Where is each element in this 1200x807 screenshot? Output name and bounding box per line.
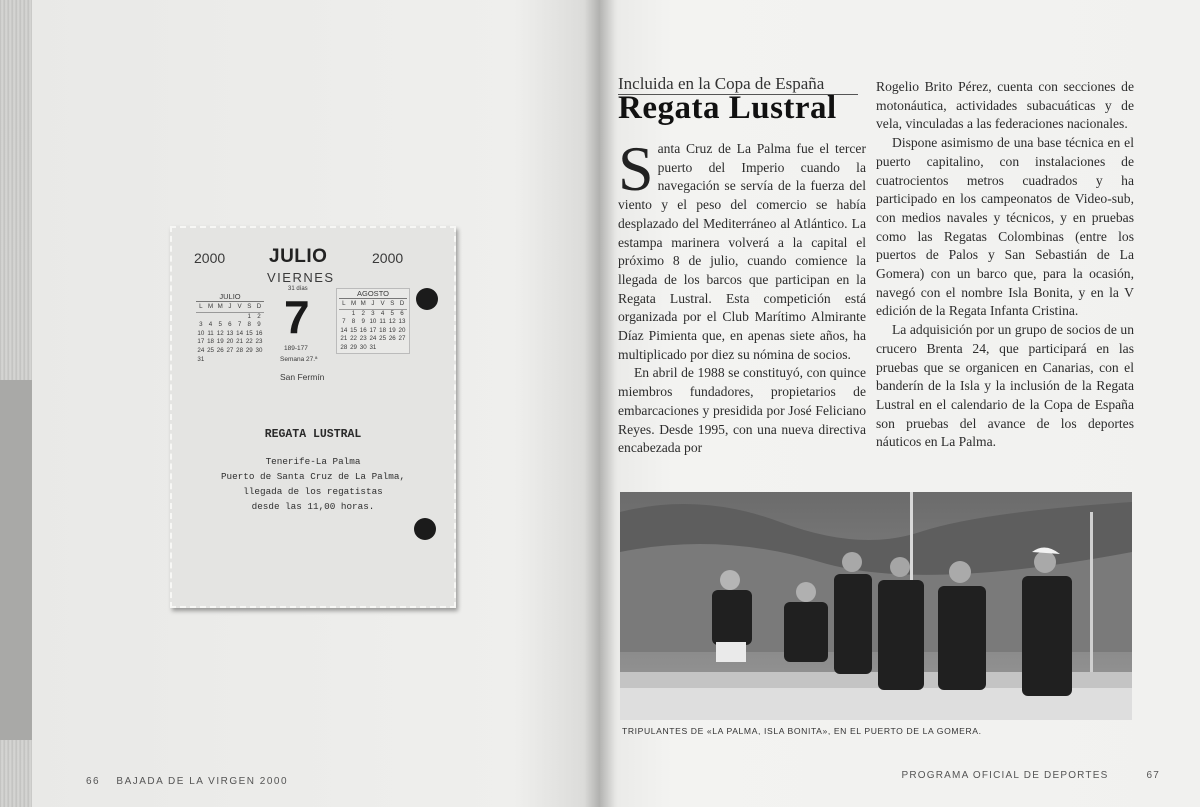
article-paragraph: Dispone asimismo de una base técnica en el puerto capitalino, con instalaciones de cuatrocientos metros cuadrados y ha participado en los campeonatos de Video-sub, con medios navales y técnicos, y en pruebas como las Regatas Colombinas (entre los puertos de Palos y San Sebastián de La Gomera) con un barco que, para la ocasión, navegó con el nombre Isla Bonita, y en la V edición de la Regata Infanta Cristina.	[876, 135, 1134, 319]
weekday-initial: J	[371, 300, 375, 307]
mini-calendar-week	[196, 347, 264, 356]
mini-calendar-week	[196, 330, 264, 339]
mini-calendar-day: 31	[197, 355, 205, 363]
mini-calendar-day: 4	[208, 321, 213, 329]
weekday-initial: J	[228, 303, 232, 310]
mini-calendar-day: 27	[398, 335, 406, 343]
mini-calendar-week	[339, 310, 407, 319]
mini-calendar-day: 27	[226, 346, 234, 354]
weekday-initial: D	[256, 303, 262, 310]
page-edges-shadow	[0, 380, 32, 740]
weekday-initial: L	[342, 300, 346, 307]
mini-calendar-day	[235, 313, 245, 322]
article-kicker: Incluida en la Copa de España	[618, 74, 858, 95]
mini-calendar-day: 11	[379, 318, 386, 326]
mini-calendar-day: 28	[340, 343, 348, 351]
calendar-day-number: 7	[284, 291, 310, 343]
mini-calendar-title: AGOSTO	[339, 289, 407, 299]
mini-calendar-day: 18	[379, 326, 387, 334]
mini-calendar-day: 11	[207, 329, 214, 337]
mini-calendar-day: 2	[257, 312, 261, 320]
mini-calendar-day	[378, 344, 388, 353]
mini-calendar-day: 7	[342, 318, 346, 326]
mini-calendar-day: 1	[351, 309, 356, 317]
mini-calendar-day: 3	[199, 321, 203, 329]
mini-calendar-title: JULIO	[196, 292, 264, 302]
mini-calendar-day: 2	[361, 309, 365, 317]
calendar-note-line: Tenerife-La Palma	[265, 456, 361, 467]
mini-calendar-day: 15	[350, 326, 357, 334]
mini-calendar-day: 10	[197, 329, 205, 337]
mini-calendar-day: 18	[207, 338, 214, 346]
calendar-month: JULIO	[269, 246, 328, 267]
mini-calendar-day: 14	[236, 329, 244, 337]
calendar-saint: San Fermín	[280, 372, 325, 382]
mini-calendar-day	[206, 313, 216, 322]
mini-calendar-day: 6	[228, 321, 232, 329]
mini-calendar-day	[225, 313, 235, 322]
mini-calendar-day	[339, 310, 349, 319]
weekday-initial: V	[380, 300, 385, 307]
mini-calendar-week	[339, 327, 407, 336]
mini-calendar-day: 24	[369, 335, 377, 343]
running-head-right: PROGRAMA OFICIAL DE DEPORTES	[901, 770, 1109, 781]
weekday-initial: M	[360, 300, 366, 307]
mini-calendar-day: 19	[216, 338, 224, 346]
mini-calendar-day	[235, 356, 245, 365]
mini-calendar-header	[196, 303, 264, 313]
mini-calendar-day: 5	[218, 321, 222, 329]
mini-calendar-day: 3	[371, 309, 375, 317]
mini-calendar-day: 22	[245, 338, 253, 346]
mini-calendar-week	[196, 313, 264, 322]
mini-calendar-day: 9	[257, 321, 261, 329]
paragraph-text: anta Cruz de La Palma fue el tercer puerto del Imperio cuando la navegación se servía de la fuerza del viento y el peso del comercio se había desplazado del Mediterráneo al Atlántico. La estampa marinera volverá a la capital el próximo 8 de julio, cuando comience la llegada de los barcos que participan en la Regata Lustral. Esta competición está organizada por el Club Marítimo Almirante Díaz Pimienta que, en apenas siete años, ha multiplicado por diez su nómina de socios.	[618, 141, 866, 362]
mini-calendar-day	[244, 356, 254, 365]
mini-calendar-day: 6	[400, 309, 404, 317]
calendar-year-left: 2000	[194, 250, 226, 266]
mini-calendar-day: 4	[380, 309, 385, 317]
mini-calendar-day: 15	[245, 329, 253, 337]
mini-calendar-day: 30	[255, 346, 263, 354]
mini-calendar-day: 31	[369, 343, 377, 351]
mini-calendar-day: 25	[379, 335, 387, 343]
mini-calendar-day	[215, 313, 225, 322]
mini-calendar-day	[225, 356, 235, 365]
mini-calendar-day: 24	[197, 346, 205, 354]
photo-caption: TRIPULANTES DE «LA PALMA, ISLA BONITA», EN EL PUERTO DE LA GOMERA.	[622, 726, 982, 736]
mini-calendar-day: 30	[359, 343, 367, 351]
page-number-right: 67	[1146, 770, 1160, 781]
punch-hole	[416, 288, 438, 310]
article-column-1	[618, 133, 866, 458]
weekday-initial: D	[399, 300, 405, 307]
gutter	[585, 0, 615, 807]
mini-calendar-july	[196, 292, 264, 364]
mini-calendar-day: 29	[350, 343, 357, 351]
mini-calendar-day	[387, 344, 397, 353]
mini-calendar-week	[196, 356, 264, 365]
mini-calendar-day: 17	[369, 326, 377, 334]
mini-calendar-august	[336, 288, 410, 354]
calendar-sheet	[170, 226, 456, 608]
mini-calendar-day: 17	[197, 338, 205, 346]
weekday-initial: S	[390, 300, 395, 307]
mini-calendar-day	[397, 344, 407, 353]
mini-calendar-day: 23	[359, 335, 367, 343]
calendar-day-count: 189-177	[284, 345, 308, 352]
mini-calendar-day	[254, 356, 264, 365]
crew-photo	[620, 492, 1132, 720]
weekday-initial: M	[217, 303, 223, 310]
calendar-year-right: 2000	[372, 250, 404, 266]
mini-calendar-day: 5	[390, 309, 394, 317]
mini-calendar-day	[196, 313, 206, 322]
mini-calendar-day: 19	[388, 326, 396, 334]
calendar-note-title: REGATA LUSTRAL	[264, 428, 362, 441]
mini-calendar-day: 7	[237, 321, 242, 329]
mini-calendar-day	[215, 356, 225, 365]
mini-calendar-header	[339, 300, 407, 310]
weekday-initial: M	[207, 303, 214, 310]
mini-calendar-day: 1	[247, 312, 251, 320]
mini-calendar-day: 22	[350, 335, 357, 343]
mini-calendar-week	[339, 335, 407, 344]
mini-calendar-day: 25	[207, 346, 214, 354]
article-paragraph: Rogelio Brito Pérez, cuenta con secciones de motonáutica, actividades subacuáticas y de vela, vinculadas a las federaciones nacionales.	[876, 79, 1134, 132]
mini-calendar-week	[339, 318, 407, 327]
article-paragraph: La adquisición por un grupo de socios de un crucero Brenta 24, que participará en las pruebas que se organicen en Canarias, con el banderín de la Isla y la inclusión de la Regata Lustral en el calendario de la Copa de España son pruebas del avance de los deportes náuticos en La Palma.	[876, 322, 1134, 450]
mini-calendar-day: 29	[245, 346, 253, 354]
mini-calendar-day: 12	[388, 318, 396, 326]
calendar-note-body	[172, 454, 454, 514]
mini-calendar-day: 16	[255, 329, 263, 337]
mini-calendar-day: 21	[236, 338, 244, 346]
calendar-week: Semana 27.ª	[280, 356, 318, 363]
mini-calendar-day: 13	[398, 318, 406, 326]
article-paragraph	[618, 133, 866, 364]
mini-calendar-day: 16	[359, 326, 367, 334]
weekday-initial: M	[350, 300, 357, 307]
page-number-left: 66	[86, 776, 101, 787]
mini-calendar-day: 12	[216, 329, 224, 337]
weekday-initial: L	[199, 303, 203, 310]
mini-calendar-week	[339, 344, 407, 353]
mini-calendar-week	[196, 321, 264, 330]
article-paragraph: En abril de 1988 se constituyó, con quince miembros fundadores, propietarios de embarcaciones y presidida por José Feliciano Reyes. Desde 1995, con una nueva directiva encabezada por	[618, 365, 866, 456]
mini-calendar-day: 20	[398, 326, 406, 334]
mini-calendar-day: 21	[340, 335, 348, 343]
drop-cap: S	[618, 133, 654, 204]
mini-calendar-day: 26	[388, 335, 396, 343]
mini-calendar-week	[196, 338, 264, 347]
calendar-weekday: VIERNES	[267, 270, 335, 285]
mini-calendar-day: 10	[369, 318, 377, 326]
mini-calendar-day: 20	[226, 338, 234, 346]
mini-calendar-day: 14	[340, 326, 348, 334]
calendar-note-line: llegada de los regatistas	[243, 486, 383, 497]
calendar-days-label: 31 días	[288, 286, 308, 292]
mini-calendar-day: 26	[216, 346, 224, 354]
mini-calendar-day: 8	[247, 321, 251, 329]
crew-photo-image	[620, 492, 1132, 720]
right-folio	[902, 770, 1161, 781]
punch-hole	[414, 518, 436, 540]
mini-calendar-day: 28	[236, 346, 244, 354]
calendar-note-line: Puerto de Santa Cruz de La Palma,	[220, 471, 406, 482]
running-head-left: BAJADA DE LA VIRGEN 2000	[116, 776, 289, 787]
calendar-note-line: desde las 11,00 horas.	[251, 501, 375, 512]
mini-calendar-day: 23	[255, 338, 263, 346]
article-column-2	[876, 78, 1134, 452]
mini-calendar-day: 9	[361, 318, 365, 326]
mini-calendar-day	[206, 356, 216, 365]
mini-calendar-day: 13	[226, 329, 234, 337]
article-headline: Regata Lustral	[618, 90, 837, 126]
weekday-initial: S	[247, 303, 252, 310]
left-folio	[86, 776, 288, 787]
weekday-initial: V	[237, 303, 242, 310]
mini-calendar-day: 8	[351, 318, 356, 326]
